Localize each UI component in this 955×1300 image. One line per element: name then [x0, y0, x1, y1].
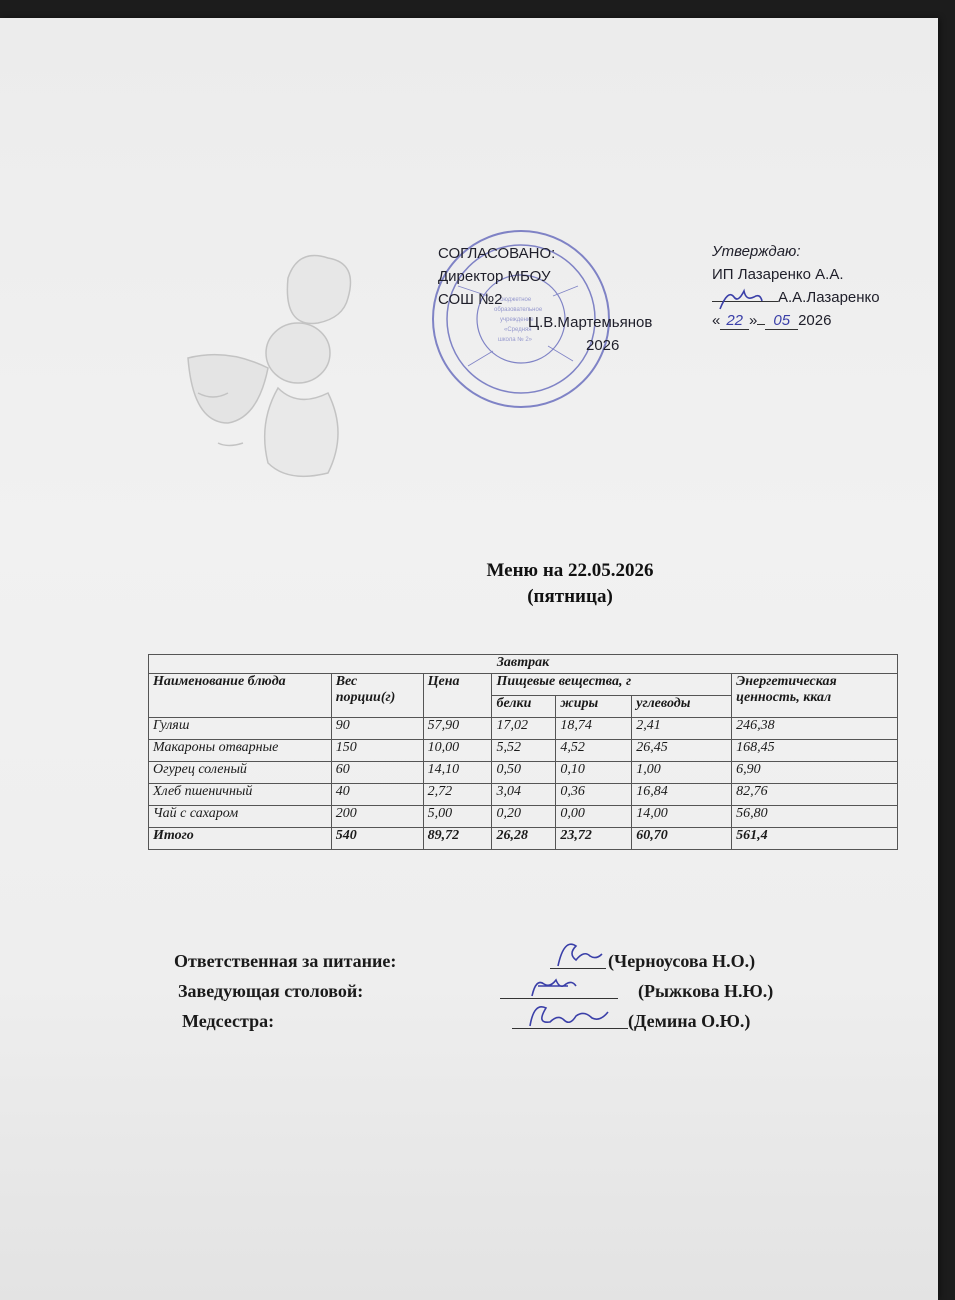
table-total-row — [149, 828, 898, 850]
table-row — [149, 806, 898, 828]
cell-price: 10,00 — [423, 740, 492, 762]
cell-energy: 6,90 — [732, 762, 898, 784]
signature-person: (Рыжкова Н.Ю.) — [638, 981, 774, 1001]
agreed-position: Директор МБОУ — [438, 268, 551, 285]
chef-illustration — [178, 238, 368, 488]
cell-fat: 0,36 — [556, 784, 632, 806]
cell-price: 5,00 — [423, 806, 492, 828]
approved-date: « 22 » 05 2026 — [712, 312, 832, 329]
table-row — [149, 762, 898, 784]
cell-name: Хлеб пшеничный — [149, 784, 332, 806]
cell-carbs: 16,84 — [632, 784, 732, 806]
cell-fat: 18,74 — [556, 718, 632, 740]
menu-title-date: Меню на 22.05.2026 — [486, 560, 654, 581]
table-row — [149, 718, 898, 740]
signature-person: (Демина О.Ю.) — [628, 1011, 751, 1031]
menu-title-weekday: (пятница) — [527, 586, 613, 607]
document-page — [0, 18, 938, 1300]
signature-mark — [524, 1000, 620, 1034]
agreed-signer: Ц.В.Мартемьянов — [528, 314, 653, 331]
total-protein: 26,28 — [492, 828, 556, 850]
menu-title — [340, 558, 800, 610]
cell-energy: 246,38 — [732, 718, 898, 740]
total-price: 89,72 — [423, 828, 492, 850]
approved-signer-name: А.А.Лазаренко — [778, 289, 880, 306]
cell-energy: 56,80 — [732, 806, 898, 828]
header-carbs: углеводы — [632, 696, 732, 718]
cell-weight: 90 — [331, 718, 423, 740]
approved-signature-line — [712, 301, 778, 302]
svg-text:«Средняя: «Средняя — [504, 327, 532, 333]
cell-protein: 3,04 — [492, 784, 556, 806]
signature-row — [174, 1006, 834, 1036]
approved-month: 05 — [765, 312, 798, 330]
total-carbs: 60,70 — [632, 828, 732, 850]
cell-price: 2,72 — [423, 784, 492, 806]
agreed-heading: СОГЛАСОВАНО: — [438, 245, 556, 262]
total-name: Итого — [149, 828, 332, 850]
signature-row — [174, 946, 834, 976]
signature-row — [174, 976, 834, 1006]
agreed-year: 2026 — [586, 337, 620, 354]
total-energy: 561,4 — [732, 828, 898, 850]
approved-signature — [716, 287, 776, 313]
svg-text:школа № 2»: школа № 2» — [498, 337, 532, 343]
svg-text:образовательное: образовательное — [494, 307, 543, 313]
svg-text:учреждение: учреждение — [500, 317, 534, 323]
cell-carbs: 1,00 — [632, 762, 732, 784]
signature-role: Медсестра: — [182, 1011, 275, 1031]
signature-person: (Черноусова Н.О.) — [608, 951, 756, 971]
cell-fat: 4,52 — [556, 740, 632, 762]
cell-fat: 0,00 — [556, 806, 632, 828]
cell-name: Макароны отварные — [149, 740, 332, 762]
cell-fat: 0,10 — [556, 762, 632, 784]
cell-carbs: 2,41 — [632, 718, 732, 740]
header-fat: жиры — [556, 696, 632, 718]
cell-energy: 82,76 — [732, 784, 898, 806]
agreed-school: СОШ №2 — [438, 291, 503, 308]
header-protein: белки — [492, 696, 556, 718]
approved-signer-row — [712, 286, 932, 309]
cell-weight: 150 — [331, 740, 423, 762]
cell-protein: 17,02 — [492, 718, 556, 740]
cell-weight: 60 — [331, 762, 423, 784]
signature-mark — [552, 940, 608, 974]
cell-weight: 200 — [331, 806, 423, 828]
header-nutrients: Пищевые вещества, г — [492, 674, 732, 696]
cell-weight: 40 — [331, 784, 423, 806]
header-energy: Энергетическая ценность, ккал — [732, 674, 898, 718]
approved-block — [712, 240, 932, 332]
approved-year: 2026 — [798, 312, 832, 329]
agreed-block — [438, 242, 698, 357]
signature-role: Ответственная за питание: — [174, 951, 397, 971]
cell-energy: 168,45 — [732, 740, 898, 762]
cell-protein: 0,50 — [492, 762, 556, 784]
menu-table — [148, 654, 898, 850]
cell-name: Чай с сахаром — [149, 806, 332, 828]
total-fat: 23,72 — [556, 828, 632, 850]
header-name: Наименование блюда — [149, 674, 332, 718]
approved-position: ИП Лазаренко А.А. — [712, 266, 844, 283]
signature-role: Заведующая столовой: — [178, 981, 364, 1001]
signatures-block — [174, 946, 834, 1036]
cell-carbs: 26,45 — [632, 740, 732, 762]
approved-day: 22 — [720, 312, 749, 330]
table-row — [149, 784, 898, 806]
header-weight: Вес порции(г) — [331, 674, 423, 718]
svg-text:бюджетное: бюджетное — [500, 297, 532, 303]
cell-carbs: 14,00 — [632, 806, 732, 828]
cell-name: Гуляш — [149, 718, 332, 740]
approved-heading: Утверждаю: — [712, 243, 801, 260]
cell-name: Огурец соленый — [149, 762, 332, 784]
cell-protein: 5,52 — [492, 740, 556, 762]
cell-protein: 0,20 — [492, 806, 556, 828]
table-row — [149, 740, 898, 762]
total-weight: 540 — [331, 828, 423, 850]
cell-price: 14,10 — [423, 762, 492, 784]
cell-price: 57,90 — [423, 718, 492, 740]
table-caption: Завтрак — [149, 655, 898, 674]
header-price: Цена — [423, 674, 492, 718]
